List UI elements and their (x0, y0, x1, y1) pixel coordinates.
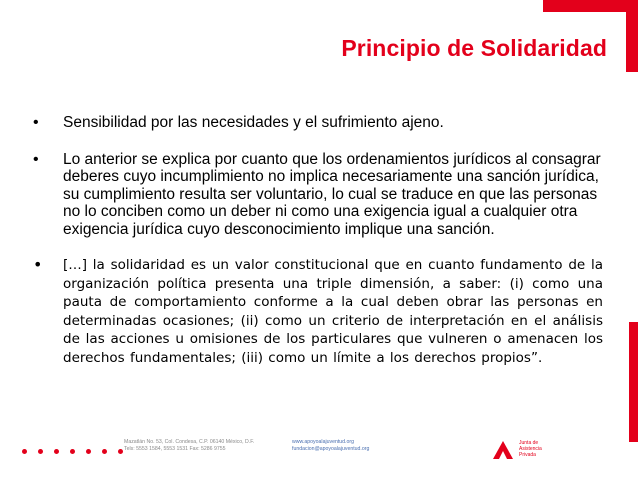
dot-icon (38, 449, 43, 454)
bullet-list (33, 114, 603, 367)
logo-text-line: Asistencia (519, 446, 542, 452)
bullet-marker: • (33, 255, 43, 274)
bullet-text: […] la solidaridad es un valor constitucional que en cuanto fundamento de la organización política presenta una triple dimensión, a saber: (i) como una pauta de comportamiento conforme a la cual deben obrar las personas en determinadas ocasiones; (ii) como un criterio de interpretación en el análisis de las acciones u omisiones de los particulares que vulneren o amenacen los derechos fundamentales; (iii) como un límite a los derechos propios”. (63, 257, 603, 366)
bullet-item-2 (33, 151, 603, 239)
bullet-marker: • (33, 114, 39, 131)
bullet-marker: • (33, 150, 39, 168)
slide-title: Principio de Solidaridad (341, 35, 607, 61)
dot-icon (22, 449, 27, 454)
footer-email-link[interactable]: fundacion@apoyoalajuventud.org (292, 446, 370, 452)
dot-icon (70, 449, 75, 454)
logo-text-line: Privada (519, 452, 536, 458)
logo-text-line: Junta de (519, 440, 539, 446)
logo-mark-icon (491, 439, 515, 461)
bullet-item-1 (33, 114, 603, 132)
dot-icon (118, 449, 123, 454)
decorative-dots (22, 449, 123, 454)
slide-footer (0, 427, 638, 479)
right-edge-accent (629, 322, 638, 442)
footer-address-line: Mazatlán No. 53, Col. Condesa, C.P. 06140 México, D.F. (124, 439, 255, 445)
corner-accent-side (626, 0, 638, 72)
dot-icon (54, 449, 59, 454)
bullet-text: Sensibilidad por las necesidades y el sufrimiento ajeno. (63, 114, 444, 131)
corner-accent-top (543, 0, 638, 12)
footer-website-link[interactable]: www.apoyoalajuventud.org (292, 439, 355, 445)
dot-icon (86, 449, 91, 454)
dot-icon (102, 449, 107, 454)
jap-logo (491, 437, 571, 463)
footer-address (124, 439, 254, 453)
footer-web (292, 439, 369, 453)
bullet-item-3 (33, 256, 603, 367)
bullet-text: Lo anterior se explica por cuanto que los ordenamientos jurídicos al consagrar deberes cuyo incumplimiento no implica necesariamente una sanción jurídica, su cumplimiento resulta ser voluntario, lo cual se traduce en que las personas no lo conciben como un deber ni como una exigencia igual a cualquier otra exigencia jurídica cuyo desconocimiento implique una sanción. (63, 150, 601, 238)
logo-text (519, 440, 542, 458)
footer-phone-line: Tels: 5553 1584, 5553 1531 Fax: 5286 9755 (124, 446, 226, 452)
